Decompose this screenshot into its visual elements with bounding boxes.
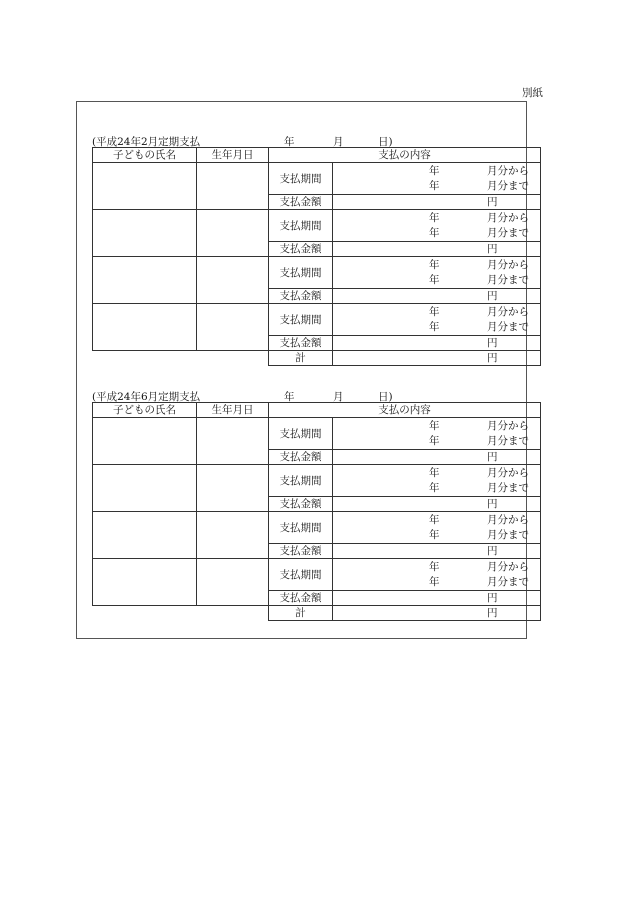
payment-table-1 xyxy=(92,147,541,366)
year-label: 年 xyxy=(429,575,440,588)
payment-amount-cell[interactable] xyxy=(333,195,541,210)
payment-content-header: 支払の内容 xyxy=(269,148,541,163)
birth-date-cell[interactable] xyxy=(197,559,269,606)
birth-date-header: 生年月日 xyxy=(197,148,269,163)
payment-table-2 xyxy=(92,402,541,621)
child-name-header: 子どもの氏名 xyxy=(93,403,197,418)
child-name-cell[interactable] xyxy=(93,465,197,512)
spacer-cell xyxy=(197,606,269,621)
payment-period-label: 支払期間 xyxy=(269,512,333,544)
date-year-label: 年 xyxy=(284,391,295,403)
payment-period-label: 支払期間 xyxy=(269,559,333,591)
month-from-label: 月分から xyxy=(487,419,529,432)
payment-period-label: 支払期間 xyxy=(269,465,333,497)
month-from-label: 月分から xyxy=(487,305,529,318)
year-label: 年 xyxy=(429,419,440,432)
payment-period-label: 支払期間 xyxy=(269,210,333,242)
yen-label: 円 xyxy=(487,607,498,619)
payment-period-label: 支払期間 xyxy=(269,418,333,450)
payment-amount-label: 支払金額 xyxy=(269,591,333,606)
year-label: 年 xyxy=(429,164,440,177)
section-title: (平成24年6月定期支払 xyxy=(92,391,201,403)
year-label: 年 xyxy=(429,305,440,318)
yen-label: 円 xyxy=(487,352,498,364)
month-from-label: 月分から xyxy=(487,258,529,271)
birth-date-cell[interactable] xyxy=(197,257,269,304)
payment-amount-cell[interactable] xyxy=(333,591,541,606)
month-to-label: 月分まで xyxy=(487,575,529,588)
birth-date-cell[interactable] xyxy=(197,163,269,210)
section-header-2 xyxy=(92,389,540,401)
payment-period-cell[interactable] xyxy=(333,559,541,591)
child-name-cell[interactable] xyxy=(93,304,197,351)
payment-period-cell[interactable] xyxy=(333,257,541,289)
payment-amount-label: 支払金額 xyxy=(269,336,333,351)
section-header-1 xyxy=(92,134,540,146)
yen-label: 円 xyxy=(487,196,498,208)
birth-date-cell[interactable] xyxy=(197,304,269,351)
payment-amount-cell[interactable] xyxy=(333,289,541,304)
birth-date-cell[interactable] xyxy=(197,512,269,559)
payment-period-cell[interactable] xyxy=(333,163,541,195)
payment-period-label: 支払期間 xyxy=(269,257,333,289)
child-name-cell[interactable] xyxy=(93,512,197,559)
child-name-cell[interactable] xyxy=(93,163,197,210)
payment-amount-label: 支払金額 xyxy=(269,544,333,559)
child-name-cell[interactable] xyxy=(93,559,197,606)
payment-period-cell[interactable] xyxy=(333,210,541,242)
year-label: 年 xyxy=(429,466,440,479)
total-label: 計 xyxy=(269,351,333,366)
month-from-label: 月分から xyxy=(487,513,529,526)
payment-amount-cell[interactable] xyxy=(333,544,541,559)
spacer-cell xyxy=(93,351,197,366)
section-title: (平成24年2月定期支払 xyxy=(92,136,201,148)
year-label: 年 xyxy=(429,211,440,224)
child-name-cell[interactable] xyxy=(93,418,197,465)
yen-label: 円 xyxy=(487,451,498,463)
yen-label: 円 xyxy=(487,243,498,255)
payment-period-cell[interactable] xyxy=(333,512,541,544)
month-from-label: 月分から xyxy=(487,211,529,224)
year-label: 年 xyxy=(429,226,440,239)
yen-label: 円 xyxy=(487,592,498,604)
birth-date-cell[interactable] xyxy=(197,465,269,512)
month-to-label: 月分まで xyxy=(487,434,529,447)
year-label: 年 xyxy=(429,273,440,286)
birth-date-header: 生年月日 xyxy=(197,403,269,418)
date-month-label: 月 xyxy=(333,136,344,148)
payment-period-cell[interactable] xyxy=(333,304,541,336)
spacer-cell xyxy=(197,351,269,366)
total-amount-cell[interactable] xyxy=(333,351,541,366)
child-name-cell[interactable] xyxy=(93,257,197,304)
yen-label: 円 xyxy=(487,545,498,557)
month-from-label: 月分から xyxy=(487,560,529,573)
birth-date-cell[interactable] xyxy=(197,210,269,257)
year-label: 年 xyxy=(429,179,440,192)
year-label: 年 xyxy=(429,320,440,333)
payment-amount-label: 支払金額 xyxy=(269,289,333,304)
payment-period-label: 支払期間 xyxy=(269,163,333,195)
payment-period-cell[interactable] xyxy=(333,465,541,497)
year-label: 年 xyxy=(429,481,440,494)
month-to-label: 月分まで xyxy=(487,320,529,333)
month-from-label: 月分から xyxy=(487,164,529,177)
payment-amount-cell[interactable] xyxy=(333,242,541,257)
payment-amount-label: 支払金額 xyxy=(269,497,333,512)
month-to-label: 月分まで xyxy=(487,179,529,192)
payment-period-cell[interactable] xyxy=(333,418,541,450)
spacer-cell xyxy=(93,606,197,621)
child-name-header: 子どもの氏名 xyxy=(93,148,197,163)
yen-label: 円 xyxy=(487,290,498,302)
payment-amount-cell[interactable] xyxy=(333,497,541,512)
year-label: 年 xyxy=(429,528,440,541)
attachment-label: 別紙 xyxy=(522,87,543,99)
month-to-label: 月分まで xyxy=(487,481,529,494)
month-to-label: 月分まで xyxy=(487,273,529,286)
date-day-label: 日) xyxy=(378,136,393,148)
year-label: 年 xyxy=(429,434,440,447)
birth-date-cell[interactable] xyxy=(197,418,269,465)
payment-amount-cell[interactable] xyxy=(333,336,541,351)
date-month-label: 月 xyxy=(333,391,344,403)
date-year-label: 年 xyxy=(284,136,295,148)
payment-amount-cell[interactable] xyxy=(333,450,541,465)
payment-period-label: 支払期間 xyxy=(269,304,333,336)
month-to-label: 月分まで xyxy=(487,226,529,239)
month-to-label: 月分まで xyxy=(487,528,529,541)
payment-amount-label: 支払金額 xyxy=(269,195,333,210)
year-label: 年 xyxy=(429,258,440,271)
child-name-cell[interactable] xyxy=(93,210,197,257)
date-day-label: 日) xyxy=(378,391,393,403)
payment-amount-label: 支払金額 xyxy=(269,242,333,257)
payment-amount-label: 支払金額 xyxy=(269,450,333,465)
year-label: 年 xyxy=(429,513,440,526)
year-label: 年 xyxy=(429,560,440,573)
total-amount-cell[interactable] xyxy=(333,606,541,621)
yen-label: 円 xyxy=(487,498,498,510)
payment-content-header: 支払の内容 xyxy=(269,403,541,418)
month-from-label: 月分から xyxy=(487,466,529,479)
yen-label: 円 xyxy=(487,337,498,349)
total-label: 計 xyxy=(269,606,333,621)
